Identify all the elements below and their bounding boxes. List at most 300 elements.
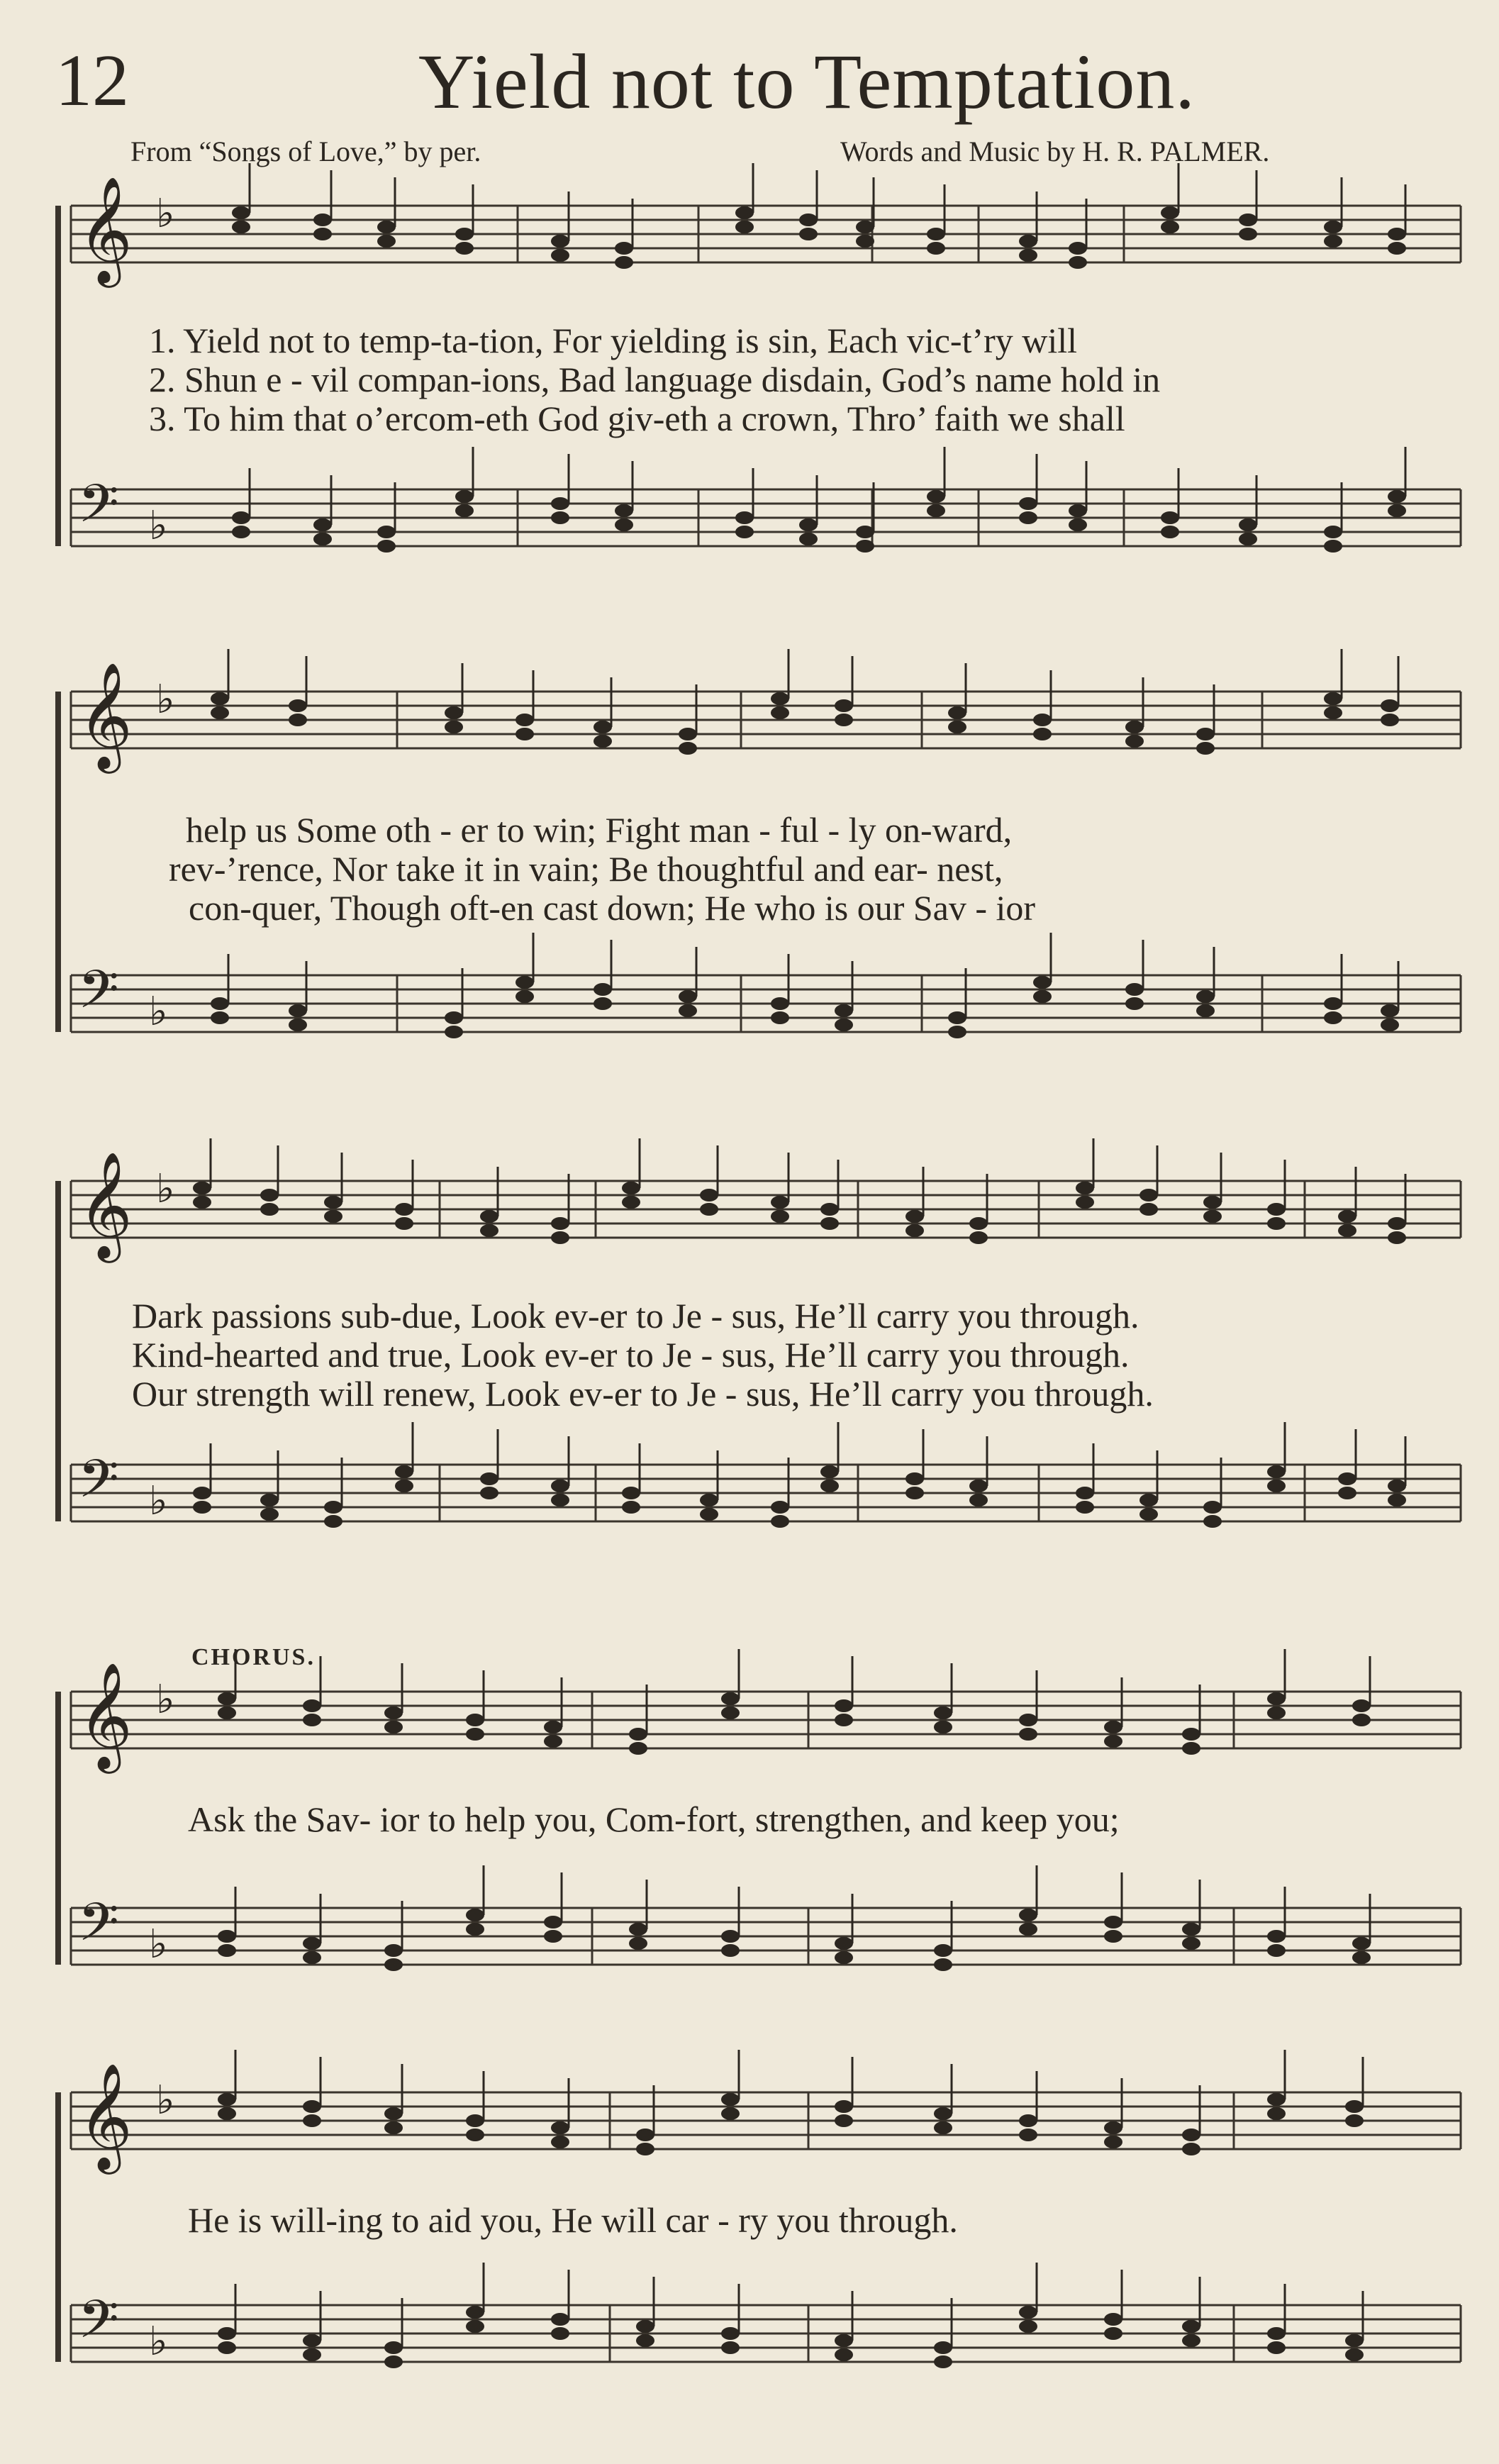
notehead — [594, 735, 612, 748]
notehead — [1203, 1196, 1222, 1209]
notehead — [721, 1707, 740, 1719]
notehead — [313, 228, 332, 240]
notehead — [1019, 1728, 1037, 1741]
notehead — [218, 1930, 236, 1943]
notehead — [1182, 1923, 1200, 1936]
notehead — [948, 706, 966, 719]
notehead — [303, 1699, 321, 1712]
notehead — [905, 1487, 924, 1499]
notehead — [1019, 2129, 1037, 2141]
notehead — [1033, 976, 1052, 989]
notehead — [835, 2334, 853, 2347]
notehead — [735, 221, 754, 233]
notehead — [771, 1196, 789, 1209]
lyric-line: 1. Yield not to temp-ta-tion, For yielding is sin, Each vic-t’ry will — [149, 321, 1078, 360]
notehead — [1182, 1728, 1200, 1741]
notehead — [629, 1937, 647, 1950]
notehead — [799, 518, 818, 531]
notehead — [1076, 1182, 1094, 1194]
notehead — [551, 1494, 569, 1506]
notehead — [445, 721, 463, 733]
notehead — [1019, 2306, 1037, 2319]
notehead — [232, 206, 250, 219]
notehead — [905, 1472, 924, 1485]
bass-clef-icon: 𝄢 — [78, 2289, 119, 2363]
notehead — [1161, 511, 1179, 524]
notehead — [516, 990, 534, 1003]
notehead — [856, 235, 874, 248]
notehead — [377, 526, 396, 538]
notehead — [289, 699, 307, 712]
notehead — [313, 518, 332, 531]
notehead — [934, 1958, 952, 1971]
notehead — [1381, 699, 1399, 712]
notehead — [1104, 2136, 1122, 2148]
notehead — [303, 2348, 321, 2361]
notehead — [1267, 1692, 1286, 1705]
notehead — [615, 504, 633, 517]
notehead — [1182, 2320, 1200, 2333]
song-title: Yield not to Temptation. — [418, 38, 1196, 125]
notehead — [1239, 533, 1257, 545]
notehead — [211, 1011, 229, 1024]
notehead — [948, 721, 966, 733]
notehead — [480, 1210, 498, 1223]
notehead — [232, 511, 250, 524]
bass-clef-icon: 𝄢 — [78, 1448, 119, 1523]
notehead — [1033, 728, 1052, 740]
chorus-lyric-line: Ask the Sav- ior to help you, Com-fort, strengthen, and keep you; — [188, 1799, 1120, 1839]
notehead — [1324, 997, 1342, 1010]
notehead — [211, 706, 229, 719]
notehead — [771, 1515, 789, 1528]
notehead — [260, 1203, 279, 1216]
notehead — [905, 1224, 924, 1237]
notehead — [1139, 1508, 1158, 1521]
notehead — [193, 1182, 211, 1194]
notehead — [927, 228, 945, 240]
notehead — [384, 2121, 403, 2134]
flat-icon: ♭ — [149, 503, 168, 549]
notehead — [466, 1923, 484, 1936]
notehead — [211, 692, 229, 705]
notehead — [1033, 990, 1052, 1003]
notehead — [377, 540, 396, 553]
notehead — [1239, 518, 1257, 531]
notehead — [1125, 721, 1144, 733]
notehead — [303, 1714, 321, 1726]
notehead — [1203, 1501, 1222, 1514]
notehead — [324, 1501, 342, 1514]
notehead — [303, 2114, 321, 2127]
notehead — [1267, 2341, 1286, 2354]
notehead — [551, 1480, 569, 1492]
notehead — [455, 490, 474, 503]
notehead — [835, 2348, 853, 2361]
notehead — [395, 1480, 413, 1492]
notehead — [395, 1203, 413, 1216]
notehead — [629, 1923, 647, 1936]
notehead — [516, 728, 534, 740]
notehead — [303, 1951, 321, 1964]
notehead — [384, 1958, 403, 1971]
notehead — [629, 1728, 647, 1741]
notehead — [480, 1487, 498, 1499]
notehead — [551, 2313, 569, 2326]
notehead — [1267, 1944, 1286, 1957]
notehead — [551, 497, 569, 510]
notehead — [445, 706, 463, 719]
notehead — [1019, 2320, 1037, 2333]
notehead — [384, 1707, 403, 1719]
notehead — [1019, 511, 1037, 524]
notehead — [289, 714, 307, 726]
notehead — [835, 699, 853, 712]
notehead — [466, 1728, 484, 1741]
notehead — [934, 2121, 952, 2134]
notehead — [303, 2100, 321, 2113]
notehead — [835, 2100, 853, 2113]
notehead — [455, 504, 474, 517]
chorus-lyric-line: He is will-ing to aid you, He will car - ry you through. — [188, 2200, 958, 2240]
notehead — [1161, 526, 1179, 538]
notehead — [622, 1196, 640, 1209]
notehead — [835, 1699, 853, 1712]
notehead — [384, 2341, 403, 2354]
notehead — [735, 206, 754, 219]
notehead — [1161, 221, 1179, 233]
notehead — [856, 540, 874, 553]
notehead — [324, 1210, 342, 1223]
notehead — [721, 2327, 740, 2340]
notehead — [551, 511, 569, 524]
notehead — [260, 1189, 279, 1202]
notehead — [679, 742, 697, 755]
notehead — [1345, 2100, 1364, 2113]
notehead — [260, 1508, 279, 1521]
notehead — [1267, 2107, 1286, 2120]
notehead — [516, 714, 534, 726]
notehead — [721, 1692, 740, 1705]
notehead — [1345, 2334, 1364, 2347]
lyric-line: 2. Shun e - vil compan-ions, Bad language disdain, God’s name hold in — [149, 360, 1161, 399]
notehead — [232, 526, 250, 538]
notehead — [1076, 1196, 1094, 1209]
notehead — [700, 1508, 718, 1521]
notehead — [1324, 235, 1342, 248]
notehead — [1338, 1210, 1356, 1223]
notehead — [1352, 1937, 1371, 1950]
notehead — [1267, 1707, 1286, 1719]
notehead — [679, 1004, 697, 1017]
notehead — [1381, 1004, 1399, 1017]
notehead — [1338, 1487, 1356, 1499]
notehead — [820, 1480, 839, 1492]
flat-icon: ♭ — [156, 1677, 175, 1723]
lyric-line: Our strength will renew, Look ev-er to Je - sus, He’ll carry you through. — [132, 1374, 1154, 1414]
notehead — [1104, 1721, 1122, 1733]
chorus-label: CHORUS. — [191, 1644, 316, 1670]
notehead — [700, 1189, 718, 1202]
notehead — [1104, 2327, 1122, 2340]
notehead — [544, 1930, 562, 1943]
notehead — [1076, 1487, 1094, 1499]
notehead — [735, 511, 754, 524]
notehead — [856, 526, 874, 538]
notehead — [218, 1707, 236, 1719]
lyric-line: help us Some oth - er to win; Fight man - ful - ly on-ward, — [186, 810, 1013, 850]
source-credit: From “Songs of Love,” by per. — [130, 135, 481, 167]
notehead — [1104, 1930, 1122, 1943]
notehead — [551, 235, 569, 248]
notehead — [622, 1487, 640, 1499]
notehead — [313, 213, 332, 226]
notehead — [622, 1182, 640, 1194]
notehead — [835, 1019, 853, 1031]
notehead — [1019, 497, 1037, 510]
treble-clef-icon: 𝄞 — [78, 175, 133, 283]
notehead — [1239, 213, 1257, 226]
page-number: 12 — [55, 40, 129, 121]
notehead — [934, 2355, 952, 2368]
notehead — [1267, 1203, 1286, 1216]
notehead — [622, 1501, 640, 1514]
notehead — [1104, 1735, 1122, 1748]
notehead — [466, 2114, 484, 2127]
notehead — [1104, 1916, 1122, 1929]
notehead — [1267, 2093, 1286, 2106]
treble-clef-icon: 𝄞 — [78, 1661, 133, 1769]
notehead — [721, 1930, 740, 1943]
notehead — [1182, 2334, 1200, 2347]
notehead — [1352, 1714, 1371, 1726]
notehead — [1033, 714, 1052, 726]
notehead — [1388, 228, 1406, 240]
notehead — [193, 1501, 211, 1514]
bass-clef-icon: 𝄢 — [78, 473, 119, 548]
lyric-line: Dark passions sub-due, Look ev-er to Je - sus, He’ll carry you through. — [132, 1296, 1139, 1336]
author-credit: Words and Music by H. R. PALMER. — [840, 135, 1270, 167]
notehead — [218, 1944, 236, 1957]
flat-icon: ♭ — [156, 2077, 175, 2124]
notehead — [1069, 518, 1087, 531]
notehead — [771, 692, 789, 705]
notehead — [544, 1721, 562, 1733]
notehead — [1104, 2121, 1122, 2134]
notehead — [218, 2341, 236, 2354]
bass-clef-icon: 𝄢 — [78, 1892, 119, 1966]
notehead — [1267, 1217, 1286, 1230]
notehead — [594, 983, 612, 996]
notehead — [771, 1210, 789, 1223]
notehead — [455, 242, 474, 255]
notehead — [835, 1004, 853, 1017]
notehead — [934, 2341, 952, 2354]
notehead — [480, 1224, 498, 1237]
notehead — [1388, 1231, 1406, 1244]
notehead — [1104, 2313, 1122, 2326]
notehead — [480, 1472, 498, 1485]
notehead — [771, 706, 789, 719]
notehead — [1239, 228, 1257, 240]
notehead — [594, 721, 612, 733]
notehead — [927, 490, 945, 503]
notehead — [799, 213, 818, 226]
notehead — [934, 1721, 952, 1733]
notehead — [1125, 735, 1144, 748]
notehead — [1203, 1515, 1222, 1528]
notehead — [1182, 2129, 1200, 2141]
flat-icon: ♭ — [156, 677, 175, 723]
notehead — [721, 2341, 740, 2354]
notehead — [1196, 990, 1215, 1003]
notehead — [679, 990, 697, 1003]
notehead — [835, 714, 853, 726]
notehead — [948, 1026, 966, 1038]
notehead — [1338, 1224, 1356, 1237]
notehead — [636, 2334, 654, 2347]
notehead — [193, 1196, 211, 1209]
notehead — [1196, 742, 1215, 755]
notehead — [799, 533, 818, 545]
notehead — [721, 2093, 740, 2106]
notehead — [1019, 1714, 1037, 1726]
notehead — [1125, 997, 1144, 1010]
notehead — [771, 997, 789, 1010]
lyric-line: Kind-hearted and true, Look ev-er to Je - sus, He’ll carry you through. — [132, 1335, 1130, 1375]
notehead — [384, 1944, 403, 1957]
notehead — [905, 1210, 924, 1223]
notehead — [516, 976, 534, 989]
notehead — [856, 221, 874, 233]
notehead — [1267, 1930, 1286, 1943]
notehead — [1324, 221, 1342, 233]
notehead — [1267, 2327, 1286, 2340]
flat-icon: ♭ — [149, 989, 168, 1035]
notehead — [700, 1494, 718, 1506]
notehead — [820, 1203, 839, 1216]
flat-icon: ♭ — [156, 1166, 175, 1212]
treble-clef-icon: 𝄞 — [78, 661, 133, 769]
notehead — [1019, 235, 1037, 248]
notehead — [835, 1937, 853, 1950]
notehead — [544, 1735, 562, 1748]
notehead — [636, 2320, 654, 2333]
notehead — [636, 2143, 654, 2155]
notehead — [1388, 1217, 1406, 1230]
notehead — [289, 1019, 307, 1031]
notehead — [1324, 540, 1342, 553]
notehead — [1069, 256, 1087, 269]
notehead — [1267, 1465, 1286, 1478]
notehead — [324, 1196, 342, 1209]
notehead — [377, 221, 396, 233]
notehead — [551, 2136, 569, 2148]
notehead — [1388, 504, 1406, 517]
notehead — [934, 1944, 952, 1957]
lyric-line: con-quer, Though oft-en cast down; He who is our Sav - ior — [189, 888, 1036, 928]
notehead — [1161, 206, 1179, 219]
notehead — [1324, 1011, 1342, 1024]
notehead — [735, 526, 754, 538]
notehead — [218, 2107, 236, 2120]
notehead — [934, 2107, 952, 2120]
notehead — [466, 2129, 484, 2141]
notehead — [395, 1217, 413, 1230]
notehead — [1352, 1699, 1371, 1712]
notehead — [927, 242, 945, 255]
notehead — [1069, 242, 1087, 255]
notehead — [969, 1231, 988, 1244]
notehead — [1139, 1203, 1158, 1216]
notehead — [445, 1026, 463, 1038]
notehead — [679, 728, 697, 740]
notehead — [384, 2355, 403, 2368]
notehead — [615, 242, 633, 255]
notehead — [193, 1487, 211, 1499]
notehead — [218, 1692, 236, 1705]
notehead — [969, 1494, 988, 1506]
lyric-line: 3. To him that o’ercom-eth God giv-eth a crown, Thro’ faith we shall — [149, 399, 1125, 438]
lyric-line: rev-’rence, Nor take it in vain; Be thoughtful and ear- nest, — [169, 849, 1003, 889]
notehead — [218, 2327, 236, 2340]
notehead — [395, 1465, 413, 1478]
notehead — [313, 533, 332, 545]
notehead — [466, 1714, 484, 1726]
notehead — [1388, 242, 1406, 255]
notehead — [1381, 1019, 1399, 1031]
notehead — [551, 2121, 569, 2134]
notehead — [1182, 1937, 1200, 1950]
notehead — [324, 1515, 342, 1528]
flat-icon: ♭ — [156, 191, 175, 237]
flat-icon: ♭ — [149, 1478, 168, 1524]
notehead — [799, 228, 818, 240]
notehead — [835, 1714, 853, 1726]
notehead — [1381, 714, 1399, 726]
notehead — [303, 1937, 321, 1950]
notehead — [1019, 1923, 1037, 1936]
flat-icon: ♭ — [149, 1921, 168, 1968]
notehead — [377, 235, 396, 248]
flat-icon: ♭ — [149, 2319, 168, 2365]
notehead — [466, 1909, 484, 1921]
notehead — [1324, 526, 1342, 538]
notehead — [820, 1465, 839, 1478]
notehead — [1019, 249, 1037, 262]
notehead — [1345, 2114, 1364, 2127]
notehead — [835, 1951, 853, 1964]
notehead — [551, 1231, 569, 1244]
notehead — [289, 1004, 307, 1017]
notehead — [1324, 706, 1342, 719]
notehead — [1076, 1501, 1094, 1514]
notehead — [594, 997, 612, 1010]
notehead — [1388, 1480, 1406, 1492]
notehead — [1139, 1494, 1158, 1506]
notehead — [1125, 983, 1144, 996]
notehead — [927, 504, 945, 517]
notehead — [1196, 728, 1215, 740]
notehead — [969, 1480, 988, 1492]
notehead — [969, 1217, 988, 1230]
notehead — [384, 2107, 403, 2120]
notehead — [615, 256, 633, 269]
notehead — [771, 1501, 789, 1514]
notehead — [1139, 1189, 1158, 1202]
notehead — [1182, 1742, 1200, 1755]
notehead — [1182, 2143, 1200, 2155]
